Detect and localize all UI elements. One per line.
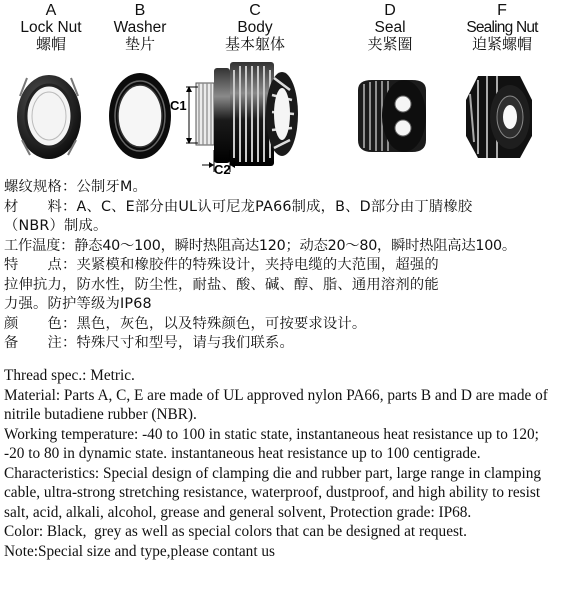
part-letter: B <box>134 2 146 19</box>
part-name-cn: 迫紧螺帽 <box>471 35 532 53</box>
part-name-cn: 夹紧圈 <box>367 35 413 53</box>
chinese-spec-text <box>4 178 560 354</box>
part-letter: F <box>497 2 507 19</box>
parts-header <box>0 0 561 175</box>
washer-image <box>109 73 171 159</box>
cn-working-temp: 工作温度：静态40～100，瞬时热阻高达120；动态20～80，瞬时热阻高达100。 <box>4 237 516 254</box>
cn-material: 材 料：A、C、E部分由UL认可尼龙PA66制成，B、D部分由丁腈橡胶 <box>4 198 473 215</box>
part-letter: C <box>249 2 261 19</box>
cn-color: 颜 色：黑色，灰色，以及特殊颜色，可按要求设计。 <box>4 315 367 332</box>
part-letter: D <box>384 2 396 19</box>
en-thread-spec: Thread spec.: Metric. <box>4 367 135 384</box>
part-name-en: Washer <box>113 19 167 36</box>
sealing-nut-image <box>466 76 532 158</box>
cn-characteristics: 特 点：夹紧模和橡胶件的特殊设计，夹持电缆的大范围，超强的 <box>4 257 439 273</box>
body-image <box>186 62 298 172</box>
part-name-cn: 垫片 <box>124 35 155 53</box>
part-name-cn: 基本躯体 <box>224 35 285 53</box>
parts-illustration <box>0 0 561 175</box>
part-name-en: Sealing Nut <box>466 19 538 36</box>
en-color: Color: Black, grey as well as special colors that can be designed at request. <box>4 523 468 540</box>
cn-note: 备 注：特殊尺寸和型号，请与我们联系。 <box>4 335 294 351</box>
part-letter: A <box>45 2 57 19</box>
c1-dimension-label: C1 <box>170 98 187 113</box>
lock-nut-image <box>17 75 81 159</box>
cn-characteristics-cont: 拉伸抗力，防水性，防尘性，耐盐、酸、碱、醇、脂、通用溶剂的能 <box>4 276 439 293</box>
en-characteristics: Characteristics: Special design of clamping die and rubber part, large range in clamping cable, ultra-strong stretching resistance, waterproof, dustproof, and high ability to resist salt, acid, alkali, alcohol, grease and general solvent, Protection grade: IP68. <box>4 464 542 521</box>
part-name-en: Lock Nut <box>20 19 82 36</box>
part-name-cn: 螺帽 <box>35 35 66 53</box>
seal-image <box>358 80 426 152</box>
en-working-temp: Working temperature: -40 to 100 in static state, instantaneous heat resistance up to 120; -20 to 80 in dynamic state. instantaneous heat resistance up to 100 centigrade. <box>4 425 539 462</box>
cn-thread-spec: 螺纹规格：公制牙M。 <box>4 179 148 195</box>
part-name-en: Seal <box>374 19 406 36</box>
english-spec-text <box>4 366 560 561</box>
en-material: Material: Parts A, C, E are made of UL approved nylon PA66, parts B and D are made of nitrile butadiene rubber (NBR). <box>4 386 548 423</box>
c2-dimension-label: C2 <box>214 162 231 175</box>
cn-protection-grade: 力强。防护等级为IP68 <box>4 296 152 312</box>
part-name-en: Body <box>237 19 273 36</box>
cn-material-cont: （NBR）制成。 <box>4 218 108 234</box>
en-note: Note:Special size and type,please contant us <box>4 542 276 560</box>
